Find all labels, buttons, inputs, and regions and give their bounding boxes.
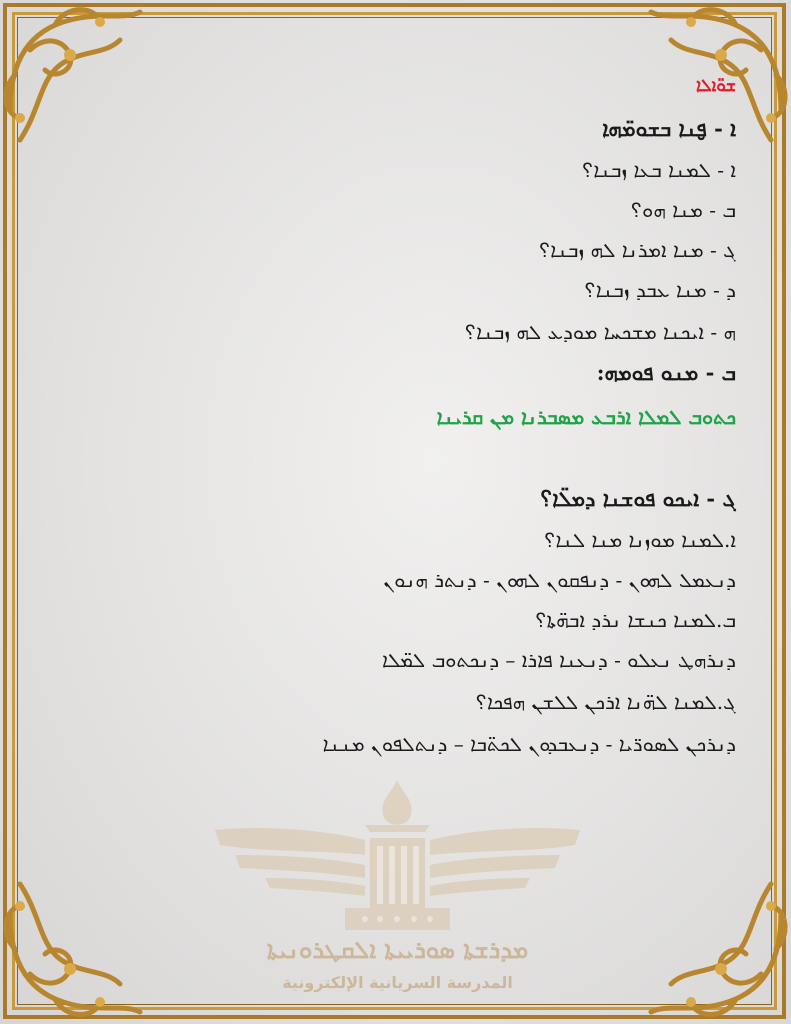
question-line: ܐ - ܠܡܢܐ ܒܥܐ ܙܒܢܐ؟ — [582, 158, 736, 182]
question-line: ܒ.ܠܡܢܐ ܟܢܫܐ ܢܪܕ ܐܒܗ̈ܬܐ؟ — [535, 608, 736, 632]
section-label: ܫܘ̈ܐܠܐ — [695, 76, 736, 96]
question-line: ܓ - ܡܢܐ ܐܡܪܢܐ ܠܗ ܙܒܢܐ؟ — [539, 238, 736, 262]
logo-title: ܡܕܪܫܬܐ ܣܘܪܝܝܬܐ ܐܠܩܛܪܘܢܝܬܐ — [266, 935, 529, 964]
answer-options-line: ܕܢܪܗܛ ܢܥܠܘ - ܕܢܥܢܐ ܦܐܪܐ – ܕܢܟܬܘܒ ܠܡ̈ܠܐ — [381, 648, 736, 672]
question-line: ܒ - ܡܢܐ ܗܘ؟ — [631, 198, 736, 222]
answer-options-line: ܕܢܥܡܠ ܠܗܘܢ - ܕܢܦܩܘܢ ܠܗܘܢ - ܕܢܬܪ ܗܢܘܢ — [383, 568, 736, 592]
question-line: ܐ.ܠܡܢܐ ܡܘܙܢܐ ܡܢܐ ܠܢܐ؟ — [544, 528, 736, 552]
question-line: ܕ - ܡܢܐ ܥܒܕ ܙܒܢܐ؟ — [584, 278, 736, 302]
question-heading-1: ܐ - ܦ̮ܢܐ ܒܫܘܡ̈ܗܐ — [602, 116, 736, 141]
question-heading-2: ܒ - ܡܢܘ ܦܘܡܗ: — [596, 360, 736, 385]
answer-options-line: ܕܢܪܟܢ ܠܣܘܪ̈ܝܐ - ܕܢܥܒܕܘܢ ܠܟܬ̈ܒܐ – ܕܢܬܠܦܘܢ ܡܢܢܐ — [322, 732, 736, 756]
question-heading-3: ܓ - ܐܝܟܘ ܦܘܫܢܐ ܕܡܠ̈ܐ؟ — [540, 486, 736, 511]
question-line: ܓ.ܠܡܢܐ ܠܗ̈ܢܐ ܐܪܟܢ ܠܠܫܢ ܗܦܟܐ؟ — [475, 690, 736, 714]
question-line: ܗ - ܐܝܟܢܐ ܡܫܟܚܐ ܡܘܕܥ ܠܗ ܙܒܢܐ؟ — [465, 320, 736, 344]
instruction-line: ܟܬܘܒ ܠܡܠܐ ܐܪܒܥ ܡܣܒܪܢܐ ܡܢ ܩܪܝܢܐ — [436, 405, 736, 429]
logo-subtitle: المدرسة السريانية الإلكترونية — [282, 973, 513, 992]
